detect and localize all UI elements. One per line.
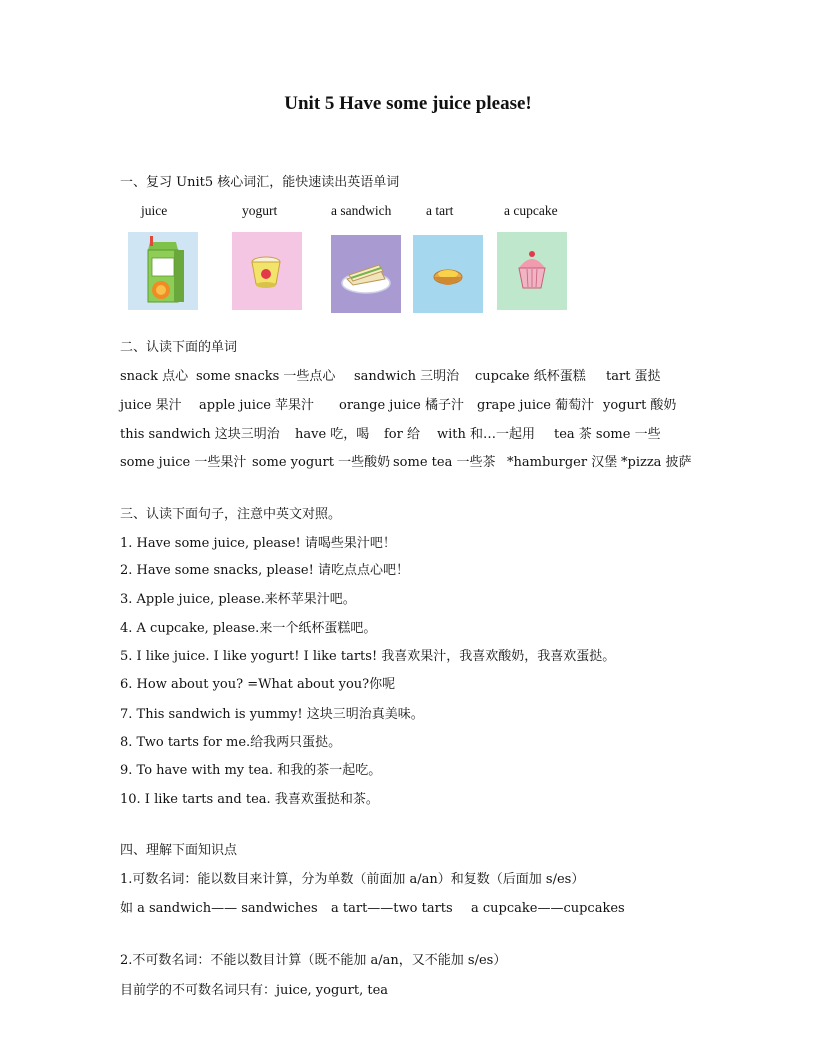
vocab-item: apple juice 苹果汁: [199, 398, 315, 413]
section1-heading: 一、复习 Unit5 核心词汇，能快速读出英语单词: [120, 175, 400, 190]
sentence-item: 4. A cupcake, please.来一个纸杯蛋糕吧。: [120, 621, 377, 636]
sentence-item: 8. Two tarts for me.给我两只蛋挞。: [120, 735, 342, 750]
vocab-item: tea 茶 some 一些: [554, 427, 661, 442]
vocab-item: snack 点心: [120, 369, 189, 384]
countable-noun-rule: 1.可数名词：能以数目来计算，分为单数（前面加 a/an）和复数（后面加 s/es）: [120, 872, 585, 887]
vocab-item: for 给: [384, 427, 420, 442]
sentence-item: 9. To have with my tea. 和我的茶一起吃。: [120, 763, 382, 778]
sentence-item: 3. Apple juice, please.来杯苹果汁吧。: [120, 592, 356, 607]
vocab-item: sandwich 三明治: [354, 369, 460, 384]
egg-tart-icon: [413, 235, 483, 313]
page-title: Unit 5 Have some juice please!: [284, 93, 532, 114]
vocab-item: with 和…一起用: [437, 427, 536, 442]
vocab-item: *hamburger 汉堡: [507, 455, 618, 470]
vocab-item: some juice 一些果汁: [120, 455, 247, 470]
sentence-item: 2. Have some snacks, please! 请吃点点心吧！: [120, 563, 409, 578]
word-sandwich: a sandwich: [331, 203, 392, 218]
uncountable-noun-rule: 2.不可数名词：不能以数目计算（既不能加 a/an，又不能加 s/es）: [120, 953, 507, 968]
vocab-item: some snacks 一些点心: [196, 369, 336, 384]
sentence-item: 10. I like tarts and tea. 我喜欢蛋挞和茶。: [120, 792, 379, 807]
uncountable-example: 目前学的不可数名词只有：juice, yogurt, tea: [120, 983, 389, 998]
word-juice: juice: [141, 203, 168, 218]
sentence-item: 7. This sandwich is yummy! 这块三明治真美味。: [120, 707, 424, 722]
countable-example: a cupcake——cupcakes: [471, 901, 625, 916]
sentence-item: 6. How about you? =What about you?你呢: [120, 677, 396, 692]
sandwich-plate-icon: [331, 235, 401, 313]
vocab-item: juice 果汁: [120, 398, 182, 413]
section4-heading: 四、理解下面知识点: [120, 843, 238, 858]
cupcake-icon: [497, 232, 567, 310]
word-cupcake: a cupcake: [504, 203, 558, 218]
sentence-item: 1. Have some juice, please! 请喝些果汁吧！: [120, 536, 396, 551]
vocab-item: orange juice 橘子汁: [339, 398, 464, 413]
section2-heading: 二、认读下面的单词: [120, 340, 238, 355]
vocab-item: yogurt 酸奶: [603, 398, 677, 413]
vocab-item: *pizza 披萨: [621, 455, 692, 470]
vocab-item: cupcake 纸杯蛋糕: [475, 369, 586, 384]
word-tart: a tart: [426, 203, 454, 218]
word-yogurt: yogurt: [242, 203, 278, 218]
countable-example: a tart——two tarts: [331, 901, 453, 916]
vocab-item: have 吃，喝: [295, 427, 370, 442]
juice-carton-icon: [128, 232, 198, 310]
countable-example: 如 a sandwich—— sandwiches: [120, 901, 318, 916]
vocab-item: tart 蛋挞: [606, 369, 661, 384]
vocab-item: this sandwich 这块三明治: [120, 427, 280, 442]
section3-heading: 三、认读下面句子，注意中英文对照。: [120, 507, 342, 522]
vocab-item: some yogurt 一些酸奶: [252, 455, 391, 470]
vocab-item: some tea 一些茶: [393, 455, 496, 470]
sentence-item: 5. I like juice. I like yogurt! I like tarts! 我喜欢果汁，我喜欢酸奶，我喜欢蛋挞。: [120, 649, 616, 664]
vocab-row-1: [120, 369, 188, 385]
yogurt-cup-icon: [232, 232, 302, 310]
vocab-item: grape juice 葡萄汁: [477, 398, 595, 413]
